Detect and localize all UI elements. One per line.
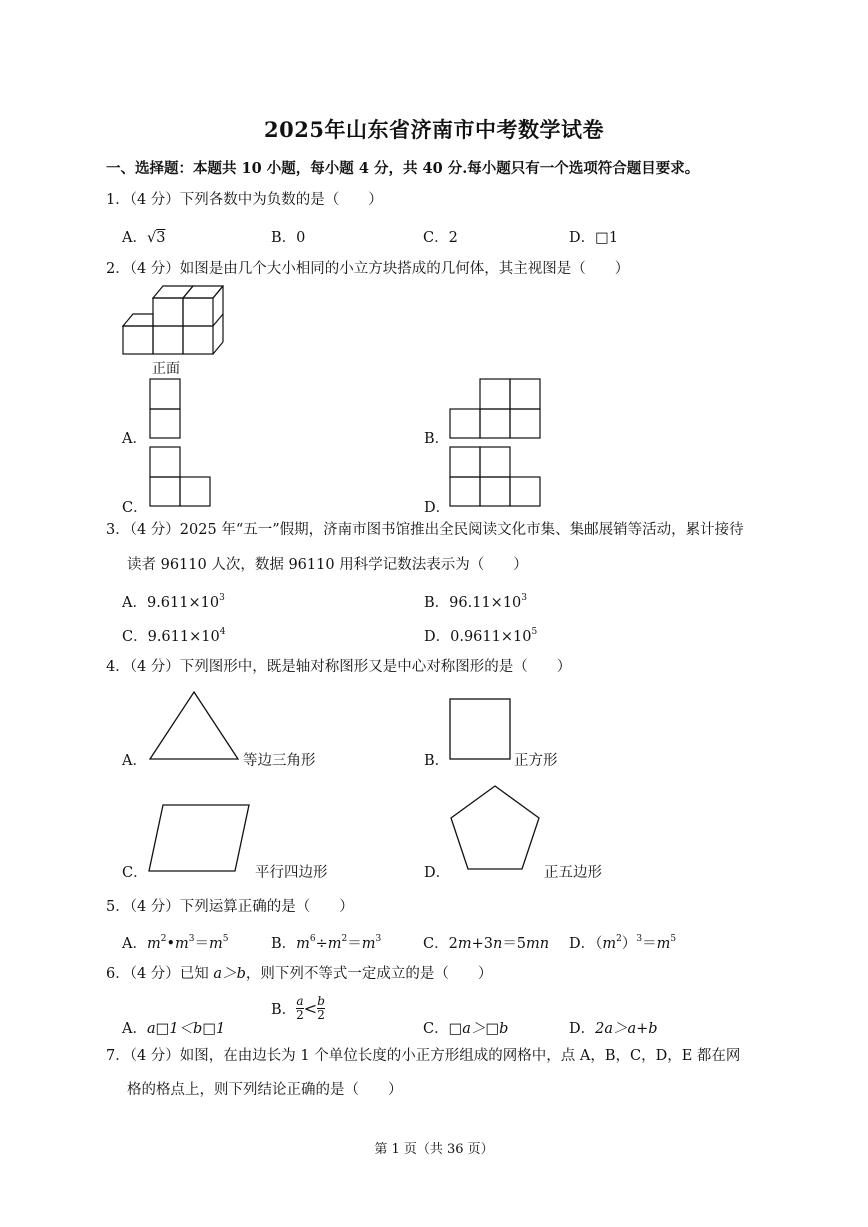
q4-square (448, 697, 512, 761)
q3-option-b-exp: 3 (521, 593, 528, 603)
q3-option-d (424, 625, 537, 646)
q6-option-c-label: C． (423, 1021, 449, 1037)
q5-option-d-label: D．（ (569, 936, 603, 952)
q6-option-b-label: B． (271, 1002, 297, 1018)
q5-option-b: B．$m^6\div m^2=m^3$ (271, 934, 382, 952)
q6-option-d-label: D． (569, 1021, 596, 1037)
q5-option-d: D．$(m^2)^3=m^5$ (569, 934, 677, 952)
q1-option-a (122, 226, 165, 247)
q5-option-c: C．2m+3n＝5mn (423, 936, 550, 952)
q4-parallelogram (147, 803, 251, 873)
q2-option-c-label: C． (122, 500, 148, 516)
q6-option-d-expr: 2a＞a+b (595, 1021, 658, 1037)
page-footer: 第 1 页（共 36 页） (374, 1142, 494, 1157)
q3-option-c (122, 625, 225, 646)
q6-stem-condition: a＞b (213, 966, 246, 982)
section-heading: 一、选择题：本题共 10 小题，每小题 4 分，共 40 分.每小题只有一个选项符合题目要求。 (106, 160, 700, 177)
question-2-stem: 2．（4 分）如图是由几个大小相同的小立方块搭成的几何体，其主视图是（ ） (106, 261, 630, 277)
q1-option-b: B．0 (271, 230, 306, 246)
q3-option-a-base: A．9.611×10 (122, 595, 220, 611)
question-7-stem-line1: 7．（4 分）如图，在由边长为 1 个单位长度的小正方形组成的网格中，点 A，B，C，D，E 都在网 (106, 1048, 741, 1064)
q2-option-d-label: D． (424, 500, 451, 516)
q4-equilateral-triangle (148, 690, 240, 762)
q2-option-c-figure (149, 446, 213, 508)
q2-option-d-figure (449, 446, 543, 508)
q6-option-b (271, 995, 325, 1022)
q1-option-a-radicand: 3 (156, 230, 166, 246)
q3-option-c-base: C．9.611×10 (122, 629, 220, 645)
q4-option-d-label: D． (424, 865, 451, 881)
q6-b-num2: b (317, 994, 325, 1008)
question-4-stem: 4．（4 分）下列图形中，既是轴对称图形又是中心对称图形的是（ ） (106, 659, 572, 675)
q6-b-den1: 2 (296, 1008, 304, 1022)
q5-option-a-label: A． (122, 936, 147, 952)
q5-option-a: A．$m^2•m^3=m^5$ (122, 934, 229, 952)
q6-stem-post: ，则下列不等式一定成立的是（ ） (245, 966, 493, 982)
question-1-stem: 1．（4 分）下列各数中为负数的是（ ） (106, 192, 383, 208)
q3-option-d-exp: 5 (531, 627, 538, 637)
q4-option-b-name: 正方形 (514, 753, 558, 769)
q3-option-d-base: D．0.9611×10 (424, 629, 532, 645)
q2-option-a-label: A． (122, 431, 147, 447)
page-title: 2025年山东省济南市中考数学试卷 (264, 117, 604, 142)
q5-option-b-label: B． (271, 936, 297, 952)
q6-b-less-than: < (303, 999, 318, 1018)
q6-option-a (122, 1017, 225, 1038)
q6-option-b-fraction-left (296, 995, 304, 1022)
q1-option-d: D．□1 (569, 230, 619, 246)
q6-option-d (569, 1017, 658, 1038)
question-6-stem (106, 964, 492, 984)
q6-option-c (423, 1017, 508, 1038)
q2-option-b-figure (449, 378, 543, 440)
q4-option-b-label: B． (424, 753, 450, 769)
question-5-stem: 5．（4 分）下列运算正确的是（ ） (106, 899, 354, 915)
q6-option-a-label: A． (122, 1021, 147, 1037)
q4-option-d-name: 正五边形 (544, 865, 602, 881)
q4-option-c-label: C． (122, 865, 148, 881)
q6-b-den2: 2 (317, 1008, 325, 1022)
q4-regular-pentagon (448, 784, 542, 872)
q6-option-c-expr: □a＞□b (448, 1021, 509, 1037)
q5-option-c-label: C． (423, 936, 449, 952)
q2-front-label: 正面 (152, 361, 180, 377)
q4-option-a-label: A． (122, 753, 147, 769)
q3-option-a (122, 591, 225, 612)
q6-option-a-expr: a□1＜b□1 (146, 1021, 226, 1037)
sqrt-sign: √ (146, 230, 157, 246)
q6-stem-pre: 6．（4 分）已知 (106, 966, 214, 982)
q2-option-a-figure (149, 378, 183, 440)
q2-solid-figure (118, 282, 228, 357)
q6-option-b-fraction-right (317, 995, 325, 1022)
q2-option-b-label: B． (424, 431, 450, 447)
question-3-stem-line2: 读者 96110 人次，数据 96110 用科学记数法表示为（ ） (127, 557, 528, 573)
q1-option-c: C．2 (423, 230, 458, 246)
q3-option-b (424, 591, 527, 612)
q1-option-a-label: A． (122, 230, 147, 246)
question-3-stem-line1: 3．（4 分）2025 年“五一”假期，济南市图书馆推出全民阅读文化市集、集邮展销等活动，累计接待 (106, 522, 744, 538)
q3-option-c-exp: 4 (219, 627, 226, 637)
q4-option-c-name: 平行四边形 (255, 865, 328, 881)
q3-option-a-exp: 3 (219, 593, 225, 603)
q6-b-num1: a (296, 994, 304, 1008)
q4-option-a-name: 等边三角形 (243, 753, 316, 769)
q3-option-b-base: B．96.11×10 (424, 595, 522, 611)
question-7-stem-line2: 格的格点上，则下列结论正确的是（ ） (127, 1082, 403, 1098)
